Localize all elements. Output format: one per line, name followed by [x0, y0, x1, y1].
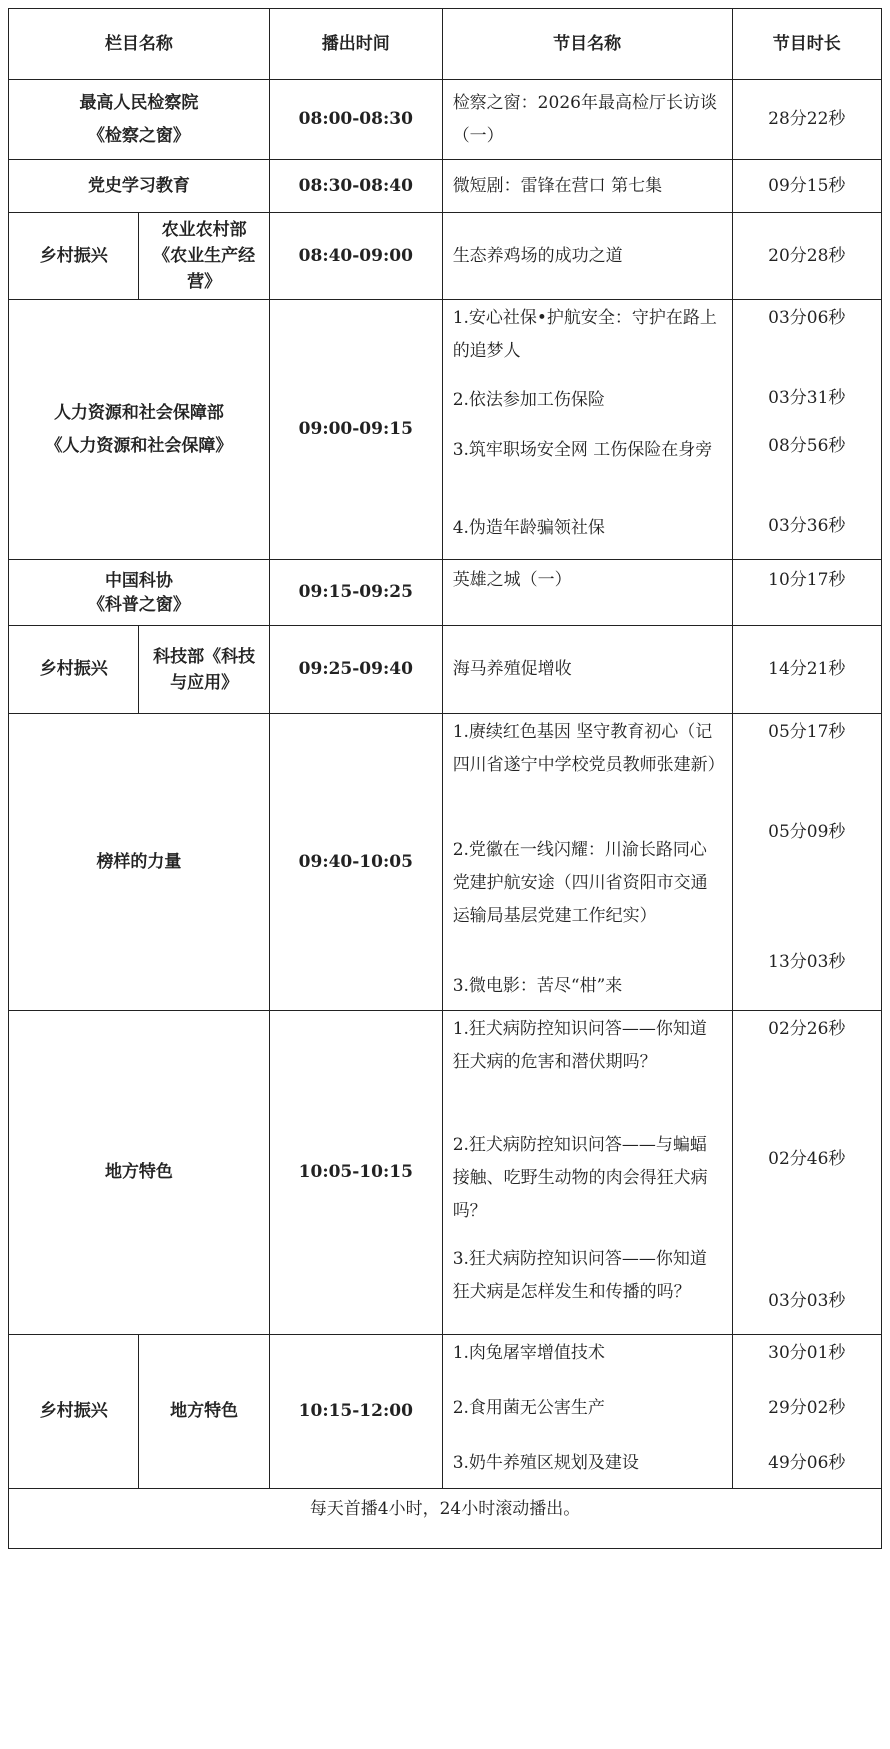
program-name: 检察之窗：2026年最高检厅长访谈（一）	[442, 80, 732, 160]
table-row	[9, 160, 882, 213]
table-row	[9, 714, 882, 1011]
column-name-cell	[9, 300, 270, 560]
column-sub-name: 农业农村部《农业生产经营》	[139, 213, 269, 300]
table-row	[9, 80, 882, 160]
program-item: 1.狂犬病防控知识问答——你知道狂犬病的危害和潜伏期吗？	[452, 1019, 707, 1072]
program-item: 2.狂犬病防控知识问答——与蝙蝠接触、吃野生动物的肉会得狂犬病吗？	[452, 1135, 708, 1221]
air-time: 08:30-08:40	[269, 160, 442, 213]
column-sub-name: 科技部《科技与应用》	[139, 626, 269, 714]
header-row	[9, 9, 882, 80]
footer-note: 每天首播4小时，24小时滚动播出。	[9, 1489, 882, 1549]
table-row	[9, 1335, 882, 1489]
program-duration: 03分06秒	[768, 308, 846, 328]
header-air-time: 播出时间	[269, 9, 442, 80]
program-duration: 20分28秒	[732, 213, 881, 300]
program-name: 生态养鸡场的成功之道	[442, 213, 732, 300]
program-duration: 30分01秒	[768, 1343, 846, 1363]
header-duration: 节目时长	[732, 9, 881, 80]
program-item: 1.安心社保•护航安全：守护在路上的追梦人	[452, 308, 717, 361]
air-time: 09:40-10:05	[269, 714, 442, 1011]
program-duration: 49分06秒	[768, 1453, 846, 1473]
air-time: 10:05-10:15	[269, 1011, 442, 1335]
program-duration: 14分21秒	[732, 626, 881, 714]
program-name: 海马养殖促增收	[442, 626, 732, 714]
program-item: 3.奶牛养殖区规划及建设	[452, 1453, 639, 1473]
column-name-line: 人力资源和社会保障部	[53, 402, 224, 423]
column-name-line: 《科普之窗》	[87, 594, 190, 615]
program-duration: 05分17秒	[768, 722, 846, 742]
column-name-cell: 地方特色	[9, 1011, 270, 1335]
air-time: 09:15-09:25	[269, 560, 442, 626]
column-main-name: 乡村振兴	[9, 213, 139, 300]
duration-list	[732, 1335, 881, 1489]
program-duration: 09分15秒	[732, 160, 881, 213]
air-time: 08:40-09:00	[269, 213, 442, 300]
header-program-name: 节目名称	[442, 9, 732, 80]
program-duration: 03分03秒	[768, 1291, 846, 1311]
table-row	[9, 300, 882, 560]
column-main-name: 乡村振兴	[9, 626, 139, 714]
program-duration: 02分26秒	[768, 1019, 846, 1039]
program-item: 1.赓续红色基因 坚守教育初心（记四川省遂宁中学校党员教师张建新）	[452, 722, 725, 775]
program-duration: 05分09秒	[768, 822, 846, 842]
column-sub-name: 地方特色	[139, 1335, 269, 1489]
duration-list	[732, 1011, 881, 1335]
program-name: 微短剧：雷锋在营口 第七集	[442, 160, 732, 213]
program-item: 2.食用菌无公害生产	[452, 1398, 605, 1418]
program-duration: 29分02秒	[768, 1398, 846, 1418]
program-item: 1.肉兔屠宰增值技术	[452, 1343, 605, 1363]
program-list	[442, 1335, 732, 1489]
column-name-line: 《检察之窗》	[87, 125, 190, 146]
program-item: 2.党徽在一线闪耀：川渝长路同心 党建护航安途（四川省资阳市交通运输局基层党建工作纪实）	[452, 840, 708, 926]
footer-row	[9, 1489, 882, 1549]
program-item: 2.依法参加工伤保险	[452, 390, 605, 410]
program-list	[442, 300, 732, 560]
column-name-cell: 榜样的力量	[9, 714, 270, 1011]
program-item: 3.微电影：苦尽“柑”来	[452, 976, 623, 996]
air-time: 08:00-08:30	[269, 80, 442, 160]
program-duration: 08分56秒	[768, 436, 846, 456]
program-duration: 10分17秒	[732, 560, 881, 626]
program-duration: 03分31秒	[768, 388, 846, 408]
table-row	[9, 1011, 882, 1335]
duration-list	[732, 300, 881, 560]
column-name-cell	[9, 560, 270, 626]
table-row	[9, 560, 882, 626]
air-time: 09:25-09:40	[269, 626, 442, 714]
program-item: 3.狂犬病防控知识问答——你知道狂犬病是怎样发生和传播的吗？	[452, 1249, 707, 1302]
schedule-table	[8, 8, 882, 1549]
program-duration: 02分46秒	[768, 1149, 846, 1169]
duration-list	[732, 714, 881, 1011]
header-column-name: 栏目名称	[9, 9, 270, 80]
column-name-cell: 党史学习教育	[9, 160, 270, 213]
program-item: 3.筑牢职场安全网 工伤保险在身旁	[452, 440, 713, 460]
program-list	[442, 714, 732, 1011]
program-duration: 28分22秒	[732, 80, 881, 160]
column-name-line: 《人力资源和社会保障》	[45, 435, 233, 456]
air-time: 10:15-12:00	[269, 1335, 442, 1489]
program-item: 4.伪造年龄骗领社保	[452, 518, 605, 538]
program-name: 英雄之城（一）	[442, 560, 732, 626]
table-row	[9, 213, 882, 300]
column-name-cell	[9, 80, 270, 160]
column-name-line: 最高人民检察院	[79, 92, 199, 113]
air-time: 09:00-09:15	[269, 300, 442, 560]
column-main-name: 乡村振兴	[9, 1335, 139, 1489]
program-duration: 13分03秒	[768, 952, 846, 972]
column-name-line: 中国科协	[104, 570, 173, 591]
table-row	[9, 626, 882, 714]
program-duration: 03分36秒	[768, 516, 846, 536]
program-list	[442, 1011, 732, 1335]
